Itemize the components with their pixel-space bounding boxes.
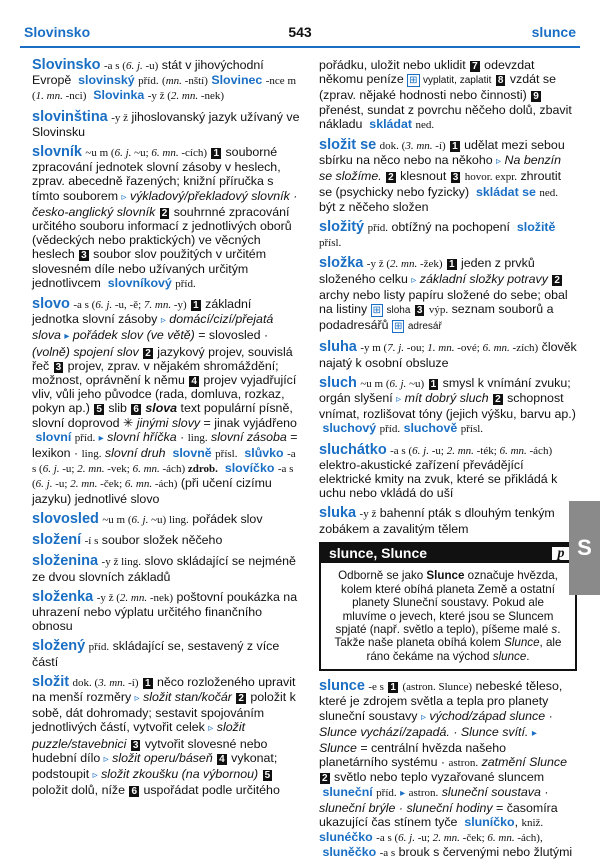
page-header — [20, 22, 580, 44]
headword: Slovinsko — [32, 57, 101, 73]
header-first-entry: Slovinsko — [24, 24, 91, 40]
column-left — [32, 58, 300, 803]
entry-slovinstina: slovinština -y ž jihoslovanský jazyk užívaný ve Slovinsku — [32, 108, 300, 139]
usage-note-badge: p — [551, 546, 571, 561]
usage-note-title: slunce, Slunce p — [321, 544, 575, 563]
entry-slovinsko: Slovinsko -a s (6. j. -u) stát v jihovýchodní Evropě slovinský příd. (mn. -nští) Slovinec -nce m (1. mn. -nci) Slovinka -y ž (2. mn. -nek) — [32, 57, 296, 103]
thumb-index-tab: S — [569, 501, 600, 595]
entry-slozit-cont: pořádku, uložit nebo uklidit 7 odevzdat někomu peníze ⊞ vyplatit, zaplatit 8 vzdát se (zprav. nějaké hodnosti nebo činnosti) 9 přenést, sundat z povrchu něčeho dolů, zbavit nákladu skládat ned. — [319, 58, 572, 131]
entry-slozit-se: složit se dok. (3. mn. -í) 1 udělat mezi sebou sbírku na něco nebo na někoho ▹ Na benzín se složíme. 2 klesnout 3 hovor. expr. zhroutit se (psychicky nebo fyzicky) skládat se ned. být z něčeho složen — [319, 137, 565, 214]
entry-slozit: složit dok. (3. mn. -í) 1 něco rozloženého upravit na menší rozměry ▹ složit stan/kočár 2 položit k sobě, dát dohromady; sestavit spojováním jednotlivých částí, vytvořit celek ▹ složit puzzle/stavebnici 3 vytvořit slovesné nebo hudební dílo ▹ složit operu/báseň 4 vykonat; podstoupit ▹ složit zkoušku (na výbornou) 5 položit dolů, níže 6 uspořádat podle určitého — [32, 673, 296, 798]
header-last-entry: slunce — [531, 24, 576, 40]
entry-slozenina: složenina -y ž ling. slovo skládající se nejméně ze dvou slovních základů — [32, 553, 296, 584]
usage-note-box — [319, 542, 577, 671]
entry-sluchatko: sluchátko -a s (6. j. -u; 2. mn. -ték; 6. mn. -ách) elektro-akustické zařízení převádějící elektrické kmity na zvuk, které se přikládá k uchu nebo vkládá do uší — [319, 441, 558, 501]
entry-slovnik: slovník ~u m (6. j. ~u; 6. mn. -cích) 1 souborné zpracování jednotek slovní zásoby v heslech, zprav. abecedně řazených; knižní příručka s tímto souborem ▹ výkladový/překladový slovník · česko-anglický slovník 2 souhrnné zpracování určitého souboru informací z jednotlivých oborů (vědeckých nebo praktických) ve věcných heslech 3 soubor slov použitých v určitém slovesném díle nebo užívaných určitým jednotlivcem slovníkový příd. — [32, 144, 298, 290]
entry-slozenka: složenka -y ž (2. mn. -nek) poštovní poukázka na uhrazení nebo výplatu určitého finančního obnosu — [32, 588, 298, 634]
entry-slozka: složka -y ž (2. mn. -žek) 1 jeden z prvků složeného celku ▹ základní složky potravy 2 archy nebo listy papíru složené do sebe; obal na listiny ⊞ sloha 3 výp. seznam souborů a podadresářů ⊞ adresář — [319, 255, 568, 333]
entry-sluha: sluha -y m (7. j. -ou; 1. mn. -ové; 6. mn. -zích) člověk najatý k osobní obsluze — [319, 339, 577, 370]
entry-slozity: složitý příd. obtížný na pochopení složitě přísl. — [319, 219, 556, 250]
usage-note-text: Odborně se jako Slunce označuje hvězda, kolem které obíhá planeta Země a ostatní planety Sluneční soustavy. Pokud ale mluvíme o jevech, které jsou se Sluncem spjaté (např. světlo a teplo), píšeme malé s. Takže naše planeta obíhá kolem Slunce, ale ráno čekáme na východ slunce. — [334, 569, 562, 663]
header-rule — [20, 46, 580, 48]
entry-slovosled: slovosled ~u m (6. j. ~u) ling. pořádek slov — [32, 510, 263, 527]
entry-slozeni: složení -í s soubor složek něčeho — [32, 532, 223, 549]
entry-sluch: sluch ~u m (6. j. ~u) 1 smysl k vnímání zvuku; orgán slyšení ▹ mít dobrý sluch 2 schopnost vnímat, rozlišovat tóny (jejich výšku, barvu ap.) sluchový příd. sluchově přísl. — [319, 374, 576, 436]
entry-sluka: sluka -y ž bahenní pták s dlouhým tenkým zobákem a zavalitým tělem — [319, 505, 555, 536]
entry-slozeny: složený příd. skládající se, sestavený z více částí — [32, 638, 280, 669]
page-number: 543 — [288, 24, 312, 40]
column-right — [319, 58, 577, 867]
entry-slovo: slovo -a s (6. j. -u, -ě; 7. mn. -y) 1 základní jednotka slovní zásoby ▹ domácí/cizí/přejatá slova ▸ pořádek slov (ve větě) = slovosled · (volně) spojení slov 2 jazykový projev, souvislá řeč 3 projev, zprav. v nějakém shromáždění; možnost, oprávnění k němu 4 projev vyjadřující vliv, vůli jeho původce (rada, domluva, rozkaz, pokyn ap.) 5 slib 6 slova text populární písně, slovní doprovod ✳ jinými slovy = jinak vyjádřeno slovní příd. ▸ slovní hříčka · ling. slovní zásoba = lexikon · ling. slovní druh slovně přísl. slůvko -a s (6. j. -u; 2. mn. -vek; 6. mn. -ách) zdrob. slovíčko -a s (6. j. -u; 2. mn. -ček; 6. mn. -ách) (při učení cizímu jazyku) jednotlivé slovo — [32, 296, 298, 506]
entry-slunce: slunce -e s 1 (astron. Slunce) nebeské těleso, které je zdrojem světla a tepla pro planety sluneční soustavy ▹ východ/západ slunce · Slunce vychází/zapadá. · Slunce svítí. ▸ Slunce = centrální hvězda našeho planetárního systému · astron. zatmění Slunce 2 světlo nebo teplo vyzařované sluncem sluneční příd. ▸ astron. sluneční soustava · sluneční brýle · sluneční hodiny = časomíra ukazující čas stínem tyče sluníčko, kniž. slunéčko -a s (6. j. -u; 2. mn. -ček; 6. mn. -ách), sluněčko -a s brouk s červenými nebo žlutými — [319, 678, 573, 860]
